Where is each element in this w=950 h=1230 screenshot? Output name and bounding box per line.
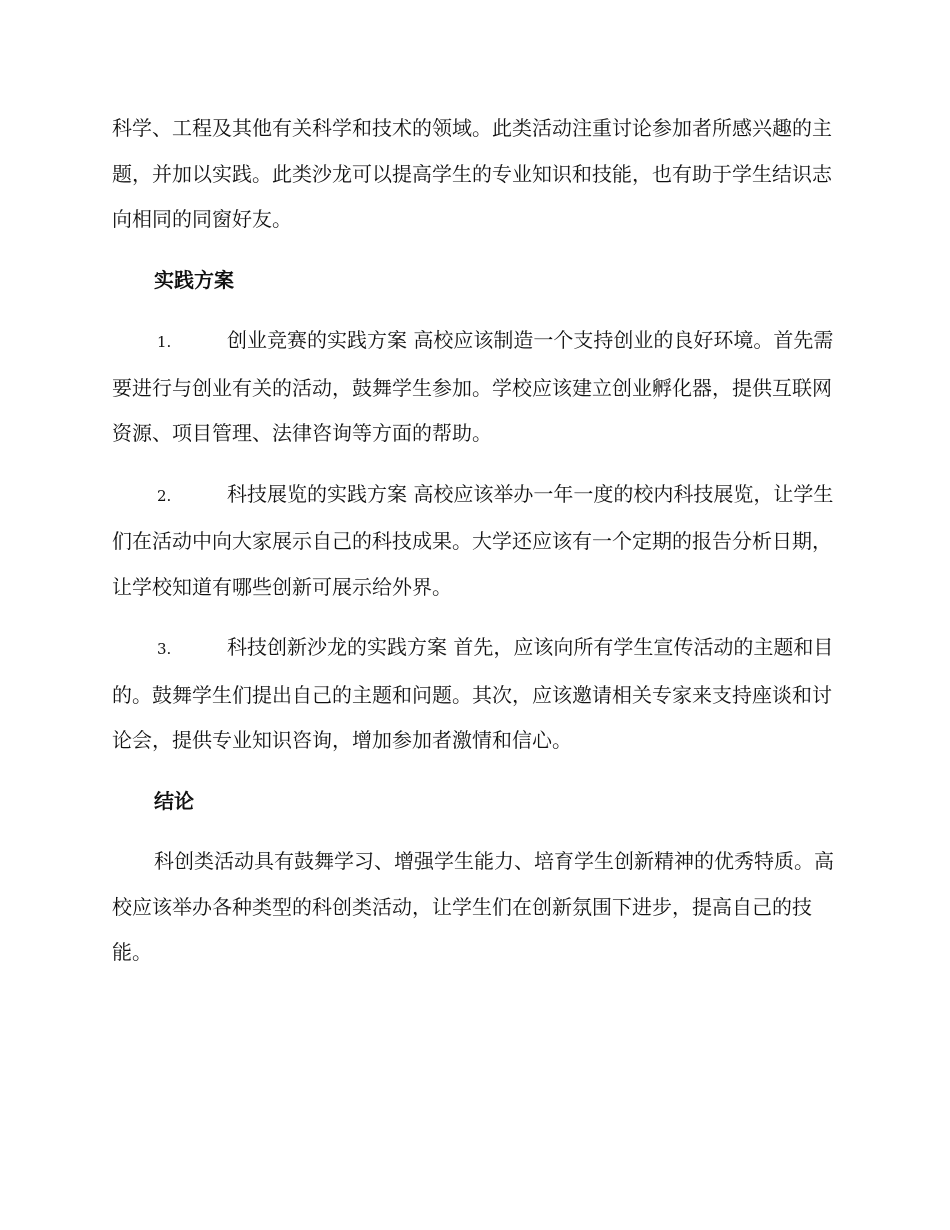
list-item-text: 科技展览的实践方案 高校应该举办一年一度的校内科技展览，让学生们在活动中向大家展示自己的科技成果。大学还应该有一个定期的报告分析日期，让学校知道有哪些创新可展示给外界。 [112, 481, 834, 599]
list-item-text: 科技创新沙龙的实践方案 首先，应该向所有学生宣传活动的主题和目的。鼓舞学生们提出自己的主题和问题。其次，应该邀请相关专家来支持座谈和讨论会，提供专业知识咨询，增加参加者激情和信心。 [112, 635, 834, 752]
conclusion-paragraph: 科创类活动具有鼓舞学习、增强学生能力、培育学生创新精神的优秀特质。高校应该举办各种类型的科创类活动，让学生们在创新氛围下进步，提高自己的技能。 [112, 849, 834, 964]
list-number: 3. [157, 640, 172, 658]
list-item-3 [112, 625, 842, 764]
intro-paragraph: 科学、工程及其他有关科学和技术的领域。此类活动注重讨论参加者所感兴趣的主题，并加以实践。此类沙龙可以提高学生的专业知识和技能，也有助于学生结识志向相同的同窗好友。 [112, 116, 832, 231]
document-page [112, 106, 842, 991]
list-item-2 [112, 472, 842, 611]
section-heading-practice: 实践方案 [154, 267, 234, 292]
list-item-text: 创业竞赛的实践方案 高校应该制造一个支持创业的良好环境。首先需要进行与创业有关的活动，鼓舞学生参加。学校应该建立创业孵化器，提供互联网资源、项目管理、法律咨询等方面的帮助。 [112, 328, 834, 445]
list-item-1 [112, 318, 842, 457]
section-heading-conclusion: 结论 [154, 788, 194, 813]
list-number: 1. [157, 333, 172, 351]
list-number: 2. [157, 486, 172, 505]
